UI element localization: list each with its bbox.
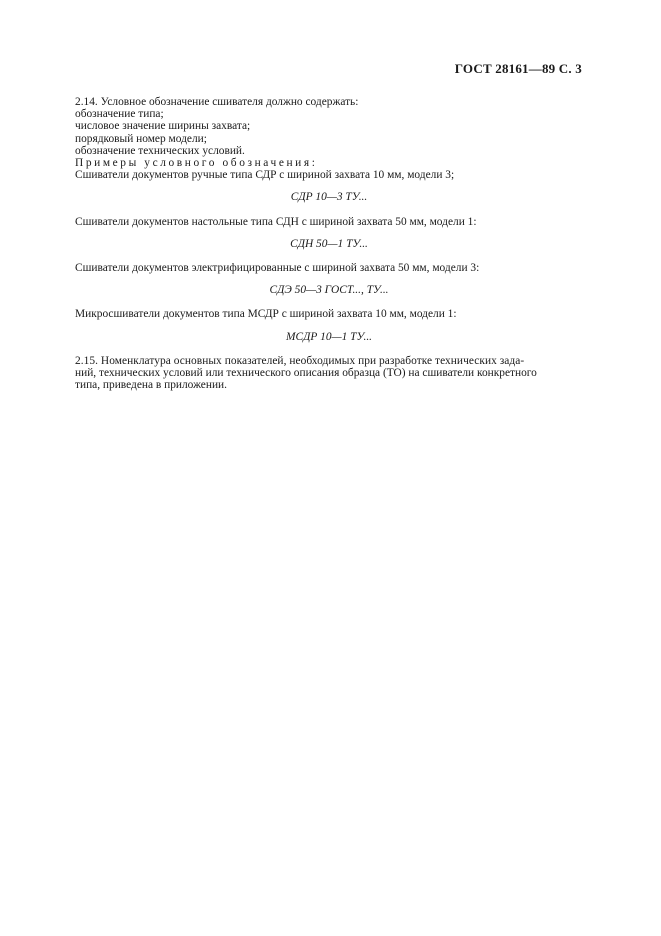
example-description: Микросшиватели документов типа МСДР с шириной захвата 10 мм, модели 1: — [75, 308, 457, 321]
requirement-item: порядковый номер модели; — [75, 132, 207, 145]
example-designation: СДН 50—1 ТУ... — [290, 237, 368, 250]
example-description: Сшиватели документов настольные типа СДН с шириной захвата 50 мм, модели 1: — [75, 215, 477, 228]
requirement-item: числовое значение ширины захвата; — [75, 120, 251, 133]
examples-title: Примеры условного обозначения: — [75, 157, 318, 170]
section-2-15-line: 2.15. Номенклатура основных показателей, необходимых при разработке технических зада- — [75, 354, 525, 367]
section-2-15-line: ний, технических условий или технического описания образца (ТО) на сшиватели конкретного — [75, 367, 537, 380]
section-2-14-heading: 2.14. Условное обозначение сшивателя должно содержать: — [75, 96, 359, 108]
requirement-item: обозначение типа; — [75, 108, 164, 121]
example-designation: МСДР 10—1 ТУ... — [285, 330, 373, 343]
page-header-standard-number: ГОСТ 28161—89 С. 3 — [454, 61, 582, 76]
section-2-15-paragraph — [75, 355, 583, 392]
document-body — [75, 96, 583, 391]
example-designation: СДЭ 50—3 ГОСТ..., ТУ... — [269, 284, 389, 297]
requirement-item: обозначение технических условий. — [75, 144, 245, 157]
example-description: Сшиватели документов электрифицированные с шириной захвата 50 мм, модели 3: — [75, 262, 480, 275]
section-2-15-line: типа, приведена в приложении. — [75, 379, 227, 392]
example-description: Сшиватели документов ручные типа СДР с шириной захвата 10 мм, модели 3; — [75, 169, 455, 182]
example-designation: СДР 10—3 ТУ... — [290, 191, 368, 204]
